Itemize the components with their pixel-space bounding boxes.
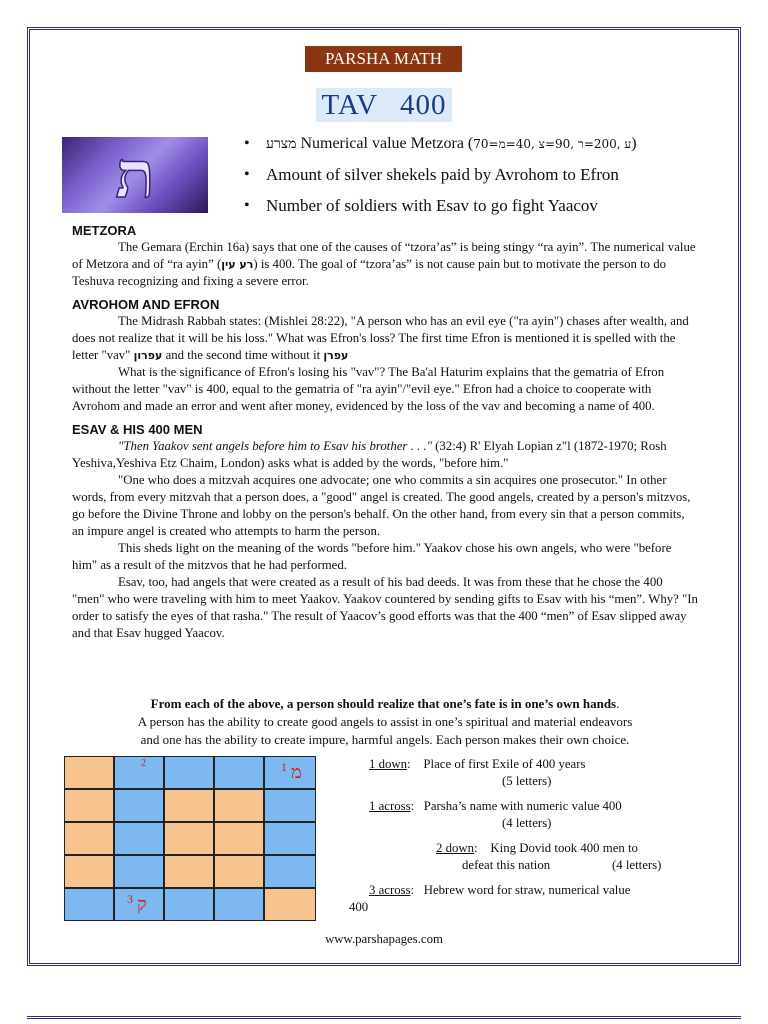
crossword-cell[interactable] [214,855,264,888]
tav-logo-glyph: ת [115,138,155,213]
paragraph-metzora: The Gemara (Erchin 16a) says that one of the causes of “tzora’as” is being stingy “ra ayin”. The numerical value of Metzora and of “ra ayin” (רע עין) is 400. The goal of “tzora’as” is not cause pain but to motivate the person to do Teshuva recognizing and fixing a severe error. [72,240,696,288]
crossword-cell[interactable] [64,888,114,921]
crossword-cell[interactable] [114,789,164,822]
crossword-cell[interactable] [214,756,264,789]
conclusion-bold: From each of the above, a person should realize that one’s fate is in one’s own hands. [150,696,620,711]
letter-mem: מ [291,762,302,783]
crossword-cell[interactable] [214,888,264,921]
crossword-cell[interactable] [64,822,114,855]
clue-2-down: 2 down: King Dovid took 400 men to [436,841,638,855]
crossword-cell[interactable] [164,789,214,822]
crossword-cell[interactable] [214,822,264,855]
website-footer[interactable]: www.parshapages.com [325,932,443,946]
crossword-cell[interactable] [264,888,316,921]
crossword-cell[interactable] [164,756,214,789]
heading-esav: ESAV & HIS 400 MEN [72,422,203,437]
crossword-cell[interactable] [64,789,114,822]
tav-letter-logo [62,137,208,213]
crossword-cell[interactable] [114,855,164,888]
crossword-cell[interactable] [164,855,214,888]
clue-1-across-length: (4 letters) [502,816,552,830]
conclusion-line-3: and one has the ability to create impure, harmful angels. Each person makes their own choice. [140,732,630,747]
next-page-border [27,1016,741,1024]
clue-number-3: 3 [127,892,133,906]
clue-2-down-length: (4 letters) [612,858,662,872]
crossword-cell[interactable] [264,855,316,888]
crossword-cell[interactable] [114,822,164,855]
paragraph-esav-3: This sheds light on the meaning of the words "before him." Yaakov chose his own angels, who were "before him" as a result of the mitzvos that he had performed. [72,541,672,572]
metzora-hebrew: מצרע [266,136,297,152]
conclusion [72,695,698,749]
conclusion-line-2: A person has the ability to create good angels to assist in one’s spiritual and material endeavors [137,714,633,729]
crossword-cell[interactable] [164,888,214,921]
paragraph-efron-2: What is the significance of Efron's losing his "vav"? The Ba'al Haturim explains that the gematria of Efron without the letter "vav" is 400, equal to the gematria of "ra ayin"/"evil eye." Efron had a choice to cooperate with Avrohom and made an error and went after money, evidenced by the loss of the vav and becoming a name of 400. [72,365,665,413]
letter-kuf: ק [137,894,147,915]
heading-metzora: METZORA [72,223,137,238]
crossword-cell[interactable] [114,756,164,789]
clue-1-down: 1 down: Place of first Exile of 400 years [369,757,586,771]
crossword-cell[interactable] [214,789,264,822]
fact-metzora: • מצרע Numerical value Metzora (70=ע ,200=ר ,90=צ ,40=מ) [244,128,714,159]
crossword-cell[interactable] [264,756,316,789]
clue-1-across: 1 across: Parsha’s name with numeric value 400 [369,799,622,813]
paragraph-esav-4: Esav, too, had angels that were created as a result of his bad deeds. It was from these that he chose the 400 "men" who were traveling with him to meet Yaakov. Yaakov countered by sending gifts to Esav with his “men”. Why? "In order to satisfy the eyes of that rasha." The result of Yaacov’s good efforts was that the 400 “men” of Esav slipped away and that Esav hugged Yaacov. [72,575,698,640]
clue-1-down-length: (5 letters) [502,774,552,788]
heading-efron: AVROHOM AND EFRON [72,297,220,312]
paragraph-esav-2: "One who does a mitzvah acquires one advocate; one who commits a sin acquires one prosecutor." In other words, from every mitzvah that a person does, a "good" angel is created. The good angels, created by a person's mitzvos, go before the Divine Throne and lobby on the person's behalf. On the other hand, from every sin that a person commits, an impure angel is created who attempts to harm the person. [72,473,691,538]
crossword-cell[interactable] [64,855,114,888]
crossword-cell[interactable] [64,756,114,789]
clue-2-down-rest: defeat this nation [462,858,551,872]
clue-3-across: 3 across: Hebrew word for straw, numerical value [369,883,631,897]
metzora-values: 70=ע ,200=ר ,90=צ ,40=מ [473,137,632,151]
article-body [72,222,698,642]
clue-3-across-rest: 400 [349,900,369,914]
clue-number-2: 2 [141,758,146,769]
letter-name: TAV [321,89,379,121]
page-banner: PARSHA MATH [305,46,462,72]
letter-title [316,88,452,122]
clue-number-1: 1 [281,760,287,774]
paragraph-esav-1: "Then Yaakov sent angels before him to Esav his brother . . ." (32:4) R' Elyah Lopian z"l (1872-1970; Rosh Yeshiva,Yeshiva Etz Chaim, London) asks what is added by the words, "before him." [72,439,667,470]
letter-value: 400 [400,89,447,121]
crossword-cell[interactable] [264,789,316,822]
fact-esav: • Number of soldiers with Esav to go fight Yaacov [244,190,714,221]
paragraph-efron-1: The Midrash Rabbah states: (Mishlei 28:22), "A person who has an evil eye ("ra ayin") chases after wealth, and does not realize that it will be his loss." What was Efron's loss? The first time Efron is mentioned it is spelled with the letter "vav" עפרון and the second time without it עפרן [72,314,689,362]
crossword-cell[interactable] [114,888,164,921]
crossword-grid [64,756,316,921]
fact-efron: • Amount of silver shekels paid by Avrohom to Efron [244,159,714,190]
crossword-cell[interactable] [264,822,316,855]
facts-list [244,128,714,221]
crossword-cell[interactable] [164,822,214,855]
